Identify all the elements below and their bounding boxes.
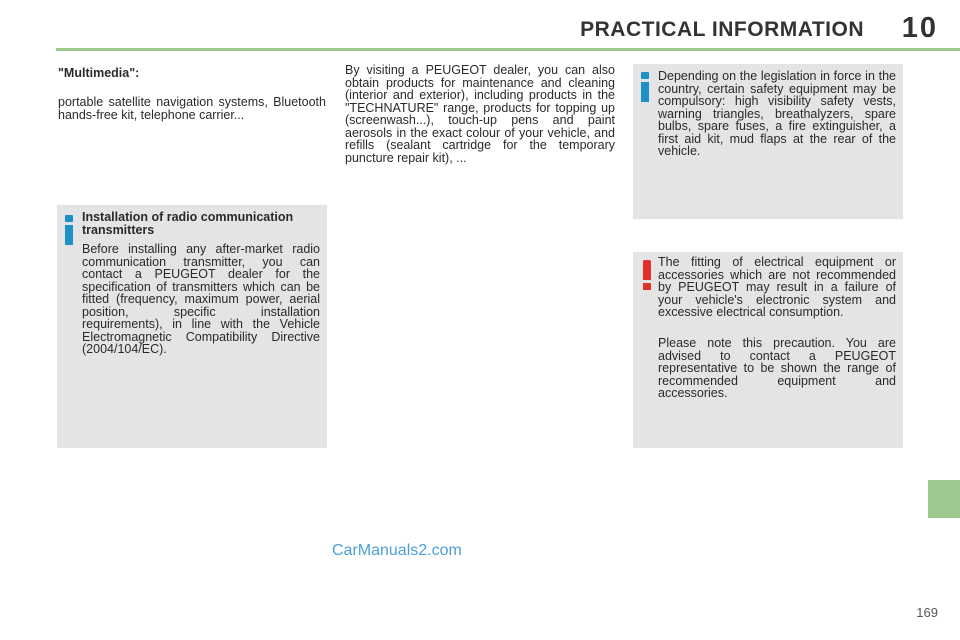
safety-equipment-info-box: [633, 64, 903, 219]
radio-transmitters-heading: Installation of radio communication transmitters: [82, 210, 294, 237]
page-number: 169: [916, 605, 938, 620]
header-divider: [56, 48, 960, 51]
safety-equipment-text: Depending on the legislation in force in the country, certain safety equipment may be compulsory: high visibility safety vests, warning triangles, breathalyzers, spare bulbs, spare fuses, a fire extinguisher, a first aid kit, mud flaps at the rear of the vehicle.: [658, 69, 896, 158]
chapter-number: 10: [901, 12, 938, 44]
maintenance-products-text: By visiting a PEUGEOT dealer, you can also obtain products for maintenance and cleaning (interior and exterior), including products in the "TECHNATURE" range, products for topping up (screenwash...), touch-up pens and paint aerosols in the exact colour of your vehicle, and refills (sealant cartridge for the temporary puncture repair kit), ...: [345, 63, 615, 165]
info-icon: [63, 215, 75, 245]
radio-transmitters-text: Before installing any after-market radio communication transmitter, you can contact a PEUGEOT dealer for the specification of transmitters which can be fitted (frequency, maximum power, aerial position, specific installation requirements), in line with the Vehicle Electromagnetic Compatibility Directive (2004/104/EC).: [82, 242, 320, 356]
chapter-side-tab: [928, 480, 960, 518]
warning-precaution-text: Please note this precaution. You are advised to contact a PEUGEOT representative to be shown the range of recommended equipment and accessories.: [658, 336, 896, 400]
watermark-link[interactable]: CarManuals2.com: [332, 542, 462, 559]
electrical-equipment-warning-box: [633, 252, 903, 448]
info-icon: [639, 72, 651, 102]
radio-transmitters-info-box: [57, 205, 327, 448]
multimedia-heading: "Multimedia":: [58, 66, 140, 80]
warning-icon: [641, 260, 653, 290]
multimedia-text: portable satellite navigation systems, Bluetooth hands-free kit, telephone carrier...: [58, 95, 326, 122]
page-title: PRACTICAL INFORMATION: [580, 18, 864, 41]
warning-text: The fitting of electrical equipment or accessories which are not recommended by PEUGEOT may result in a failure of your vehicle's electronic system and excessive electrical consumption.: [658, 255, 896, 319]
